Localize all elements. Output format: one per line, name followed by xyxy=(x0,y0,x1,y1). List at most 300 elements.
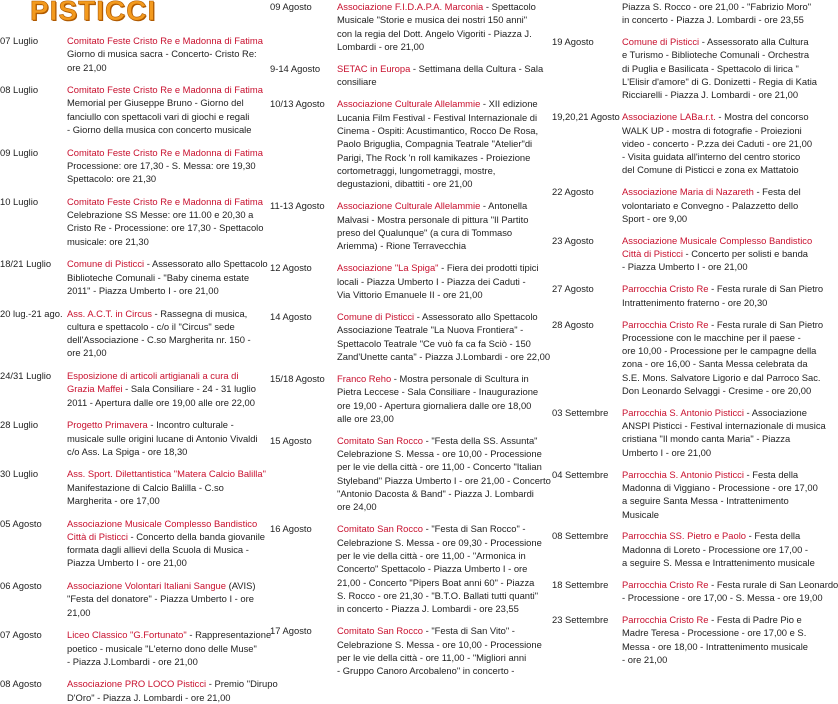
event-text: Piazza Umberto I - ore 21,00 xyxy=(67,557,187,568)
event-description xyxy=(67,467,265,507)
description-line xyxy=(622,653,800,666)
event-text: Sport - ore 9,00 xyxy=(622,213,687,224)
event-text: - Settimana della Cultura - Sala xyxy=(410,63,543,74)
description-line xyxy=(622,529,800,542)
event-text: - Gruppo Canoro Arcobaleno" in concerto - xyxy=(337,665,514,676)
event-description xyxy=(67,83,265,136)
description-line xyxy=(337,372,545,385)
event-date: 07 Luglio xyxy=(0,34,38,47)
description-line xyxy=(622,318,800,331)
description-line xyxy=(337,75,545,88)
event-text: - Antonella xyxy=(480,200,527,211)
event-entry xyxy=(0,579,265,619)
event-entry xyxy=(0,628,265,668)
description-line xyxy=(337,487,545,500)
event-date: 03 Settembre xyxy=(552,406,608,419)
event-text: Musicale xyxy=(622,509,659,520)
event-description xyxy=(67,146,265,186)
event-date: 12 Agosto xyxy=(270,261,312,274)
organizer-name: SETAC in Europa xyxy=(337,63,410,74)
description-line xyxy=(337,434,545,447)
description-line xyxy=(622,494,800,507)
description-line xyxy=(622,124,800,137)
event-date: 24/31 Luglio xyxy=(0,369,51,382)
event-date: 08 Agosto xyxy=(0,677,42,690)
event-text: Memorial per Giuseppe Bruno - Giorno del xyxy=(67,97,244,108)
event-text: - Visita guidata all'interno del centro storico xyxy=(622,151,800,162)
description-line xyxy=(622,88,800,101)
event-text: in concerto - Piazza J. Lombardi - ore 23,55 xyxy=(622,14,804,25)
event-text: - Concerto per solisti e banda xyxy=(683,248,808,259)
event-text: Spettacolo Teatrale "Ce vuò fa ca fa Sciò - 150 xyxy=(337,338,531,349)
event-entry xyxy=(0,257,265,297)
description-line xyxy=(337,651,545,664)
event-text: Associazione Teatrale "La Nuova Frontiera" - xyxy=(337,324,523,335)
description-line xyxy=(337,97,545,110)
event-description xyxy=(67,517,265,570)
description-line xyxy=(67,235,265,248)
event-entry xyxy=(0,369,265,409)
event-entry xyxy=(552,185,800,225)
event-text: cristiana "Il mondo canta Maria" - Piazza xyxy=(622,433,790,444)
event-text: ore 19,00 - Apertura giornaliera dalle ore 18,00 xyxy=(337,400,531,411)
description-line xyxy=(622,234,800,247)
description-line xyxy=(67,382,265,395)
organizer-name: Città di Pisticci xyxy=(622,248,683,259)
event-text: - ore 21,00 xyxy=(622,654,667,665)
event-description xyxy=(67,418,265,458)
page-title: PISTICCI xyxy=(30,0,156,26)
description-line xyxy=(337,399,545,412)
event-text: - "Festa della SS. Assunta" xyxy=(423,435,538,446)
event-text: Cristo Re - Processione: ore 17,30 - Spettacolo xyxy=(67,222,263,233)
event-text: - Assessorato allo Spettacolo xyxy=(144,258,268,269)
event-text: Lombardi - ore 21,00 xyxy=(337,41,424,52)
event-text: Ariemma) - Rione Terravecchia xyxy=(337,240,466,251)
description-line xyxy=(622,150,800,163)
event-entry xyxy=(0,677,265,704)
description-line xyxy=(337,589,545,602)
event-date: 30 Luglio xyxy=(0,467,38,480)
event-text: S. Rocco - ore 21,30 - "B.T.O. Ballati tutti quanti" xyxy=(337,590,538,601)
organizer-name: Comitato San Rocco xyxy=(337,435,423,446)
event-text: degustazioni, dibattiti - ore 21,00 xyxy=(337,178,473,189)
event-description xyxy=(67,579,265,619)
event-entry xyxy=(552,282,800,309)
event-date: 10/13 Agosto xyxy=(270,97,325,110)
event-text: Piazza S. Rocco - ore 21,00 - "Fabrizio Moro" xyxy=(622,1,811,12)
description-line xyxy=(622,446,800,459)
event-text: ore 21,00 xyxy=(67,62,107,73)
event-text: consiliare xyxy=(337,76,377,87)
description-line xyxy=(67,284,265,297)
event-text: e Turismo - Biblioteche Comunali - Orchestra xyxy=(622,49,809,60)
organizer-name: Associazione Culturale Allelammie xyxy=(337,98,480,109)
description-line xyxy=(337,350,545,363)
event-text: Manifestazione di Calcio Balilla - C.so xyxy=(67,482,224,493)
event-description xyxy=(67,307,265,360)
event-entry xyxy=(0,467,265,507)
description-line xyxy=(67,517,265,530)
event-date: 18/21 Luglio xyxy=(0,257,51,270)
event-text: WALK UP - mostra di fotografie - Proiezioni xyxy=(622,125,802,136)
event-text: ANSPI Pisticci - Festival internazionale di musica xyxy=(622,420,826,431)
description-line xyxy=(622,406,800,419)
event-text: 2011 - Apertura dalle ore 19,00 alle ore 22,00 xyxy=(67,397,255,408)
organizer-name: Associazione "La Spiga" xyxy=(337,262,439,273)
event-text: Lucania Film Festival - Festival Internazionale di xyxy=(337,112,537,123)
description-line xyxy=(622,75,800,88)
event-text: di Puglia e Basilicata - Spettacolo di lirica " xyxy=(622,63,799,74)
event-description xyxy=(622,468,800,521)
event-date: 08 Luglio xyxy=(0,83,38,96)
event-text: - Rassegna di musica, xyxy=(152,308,247,319)
description-line xyxy=(622,282,800,295)
event-description xyxy=(337,97,545,190)
description-line xyxy=(67,369,265,382)
organizer-name: Comitato Feste Cristo Re e Madonna di Fatima xyxy=(67,84,263,95)
event-text: per le vie della città - ore 11,00 - "Migliori anni xyxy=(337,652,526,663)
event-entry xyxy=(0,307,265,360)
description-line xyxy=(337,213,545,226)
event-text: preso del Qualunque" (a cura di Tommaso xyxy=(337,227,512,238)
event-description xyxy=(337,261,545,301)
description-line xyxy=(337,239,545,252)
event-text: fanciullo con spettacoli vari di giochi e regali xyxy=(67,111,249,122)
description-line xyxy=(337,337,545,350)
event-description xyxy=(622,234,800,274)
description-line xyxy=(622,613,800,626)
event-text: - Assessorato alla Cultura xyxy=(699,36,808,47)
description-line xyxy=(67,257,265,270)
event-entry xyxy=(270,0,545,53)
event-date: 23 Agosto xyxy=(552,234,594,247)
event-text: del Comune di Pisticci e zona ex Mattatoio xyxy=(622,164,799,175)
event-text: Umberto I - ore 21,00 xyxy=(622,447,711,458)
description-line xyxy=(67,320,265,333)
event-text: - Piazza Umberto I - ore 21,00 xyxy=(622,261,748,272)
event-date: 08 Settembre xyxy=(552,529,608,542)
description-line xyxy=(337,624,545,637)
description-line xyxy=(67,467,265,480)
description-line xyxy=(67,642,265,655)
event-text: musicale sulle origini lucane di Antonio Vivaldi xyxy=(67,433,258,444)
event-text: - Mostra del concorso xyxy=(716,111,809,122)
event-text: ore 21,00 xyxy=(67,347,107,358)
description-line xyxy=(67,221,265,234)
description-line xyxy=(337,323,545,336)
organizer-name: Liceo Classico "G.Fortunato" xyxy=(67,629,187,640)
event-text: Musicale "Storie e musica dei nostri 150 anni" xyxy=(337,14,527,25)
description-line xyxy=(67,655,265,668)
event-entry xyxy=(0,517,265,570)
event-text: Margherita - ore 17,00 xyxy=(67,495,160,506)
event-description xyxy=(622,406,800,459)
event-text: formata dagli allievi della Scuola di Musica - xyxy=(67,544,249,555)
event-text: Spettacolo: ore 21,30 xyxy=(67,173,156,184)
description-line xyxy=(67,96,265,109)
description-line xyxy=(622,185,800,198)
organizer-name: Ass. Sport. Dilettantistica "Matera Calcio Balilla" xyxy=(67,468,266,479)
event-text: Parigi, The Rock 'n roll kamikazes - Proiezione xyxy=(337,152,530,163)
event-description xyxy=(622,282,800,309)
organizer-name: Associazione LABa.r.t. xyxy=(622,111,716,122)
description-line xyxy=(67,195,265,208)
description-line xyxy=(337,522,545,535)
event-date: 27 Agosto xyxy=(552,282,594,295)
event-entry xyxy=(552,234,800,274)
event-date: 17 Agosto xyxy=(270,624,312,637)
description-line xyxy=(622,163,800,176)
event-date: 14 Agosto xyxy=(270,310,312,323)
event-description xyxy=(67,628,265,668)
event-text: Madonna di Loreto - Processione ore 17,00 - xyxy=(622,544,808,555)
event-date: 19,20,21 Agosto xyxy=(552,110,620,123)
description-line xyxy=(337,474,545,487)
event-date: 28 Agosto xyxy=(552,318,594,331)
event-entry xyxy=(270,199,545,252)
description-line xyxy=(67,47,265,60)
event-entry xyxy=(270,522,545,615)
description-line xyxy=(337,576,545,589)
organizer-name: Associazione F.I.D.A.P.A. Marconia xyxy=(337,1,483,12)
organizer-name: Comune di Pisticci xyxy=(337,311,414,322)
description-line xyxy=(622,578,800,591)
event-description xyxy=(337,624,545,677)
event-description xyxy=(67,677,265,704)
organizer-name: Progetto Primavera xyxy=(67,419,148,430)
event-text: zona - ore 16,00 - Santa Messa celebrata da xyxy=(622,358,808,369)
event-description xyxy=(622,110,800,176)
event-text: Cinema - Ospiti: Acustimantico, Rocco De Rosa, xyxy=(337,125,538,136)
description-line xyxy=(337,447,545,460)
event-text: a seguire S. Messa e Intrattenimento musicale xyxy=(622,557,815,568)
event-text: Giorno di musica sacra - Concerto- Cristo Re: xyxy=(67,48,257,59)
description-line xyxy=(337,310,545,323)
event-text: - Piazza J.Lombardi - ore 21,00 xyxy=(67,656,198,667)
event-text: Celebrazione S. Messa - ore 10,00 - Processione xyxy=(337,639,542,650)
description-line xyxy=(337,664,545,677)
organizer-name: Città di Pisticci xyxy=(67,531,128,542)
event-text: Ricciarelli - Piazza J. Lombardi - ore 21,00 xyxy=(622,89,798,100)
program-column-3 xyxy=(552,0,800,666)
description-line xyxy=(622,296,800,309)
event-text: L'Elisir d'amore" di G. Donizetti - Regia di Katia xyxy=(622,76,817,87)
event-date: 11-13 Agosto xyxy=(270,199,325,212)
event-entry xyxy=(0,195,265,248)
description-line xyxy=(67,83,265,96)
event-description xyxy=(337,310,545,363)
description-line xyxy=(622,640,800,653)
description-line xyxy=(337,13,545,26)
description-line xyxy=(622,468,800,481)
description-line xyxy=(337,549,545,562)
description-line xyxy=(337,562,545,575)
description-line xyxy=(622,260,800,273)
event-text: - Incontro culturale - xyxy=(148,419,234,430)
description-line xyxy=(337,602,545,615)
event-entry xyxy=(270,62,545,89)
description-line xyxy=(622,0,800,13)
organizer-name: Associazione Musicale Complesso Bandistico xyxy=(622,235,812,246)
event-text: poetico - musicale "L'eterno dono delle Muse" xyxy=(67,643,257,654)
description-line xyxy=(337,275,545,288)
event-entry xyxy=(270,624,545,677)
event-text: - Rappresentazione xyxy=(187,629,271,640)
event-text: Processione con le macchine per il paese - xyxy=(622,332,801,343)
event-text: Concerto" Spettacolo - Piazza Umberto I - ore xyxy=(337,563,527,574)
event-text: - Giorno della musica con concerto musicale xyxy=(67,124,251,135)
description-line xyxy=(337,536,545,549)
organizer-name: Franco Reho xyxy=(337,373,391,384)
event-text: - Festa rurale di San Pietro xyxy=(709,283,824,294)
description-line xyxy=(622,357,800,370)
description-line xyxy=(337,111,545,124)
event-entry xyxy=(552,529,800,569)
event-entry xyxy=(552,468,800,521)
description-line xyxy=(67,677,265,690)
description-line xyxy=(622,13,800,26)
event-description xyxy=(337,434,545,514)
organizer-name: Parrocchia Cristo Re xyxy=(622,614,709,625)
description-line xyxy=(67,159,265,172)
description-line xyxy=(67,172,265,185)
event-entry xyxy=(270,434,545,514)
event-date: 9-14 Agosto xyxy=(270,62,320,75)
description-line xyxy=(67,307,265,320)
event-text: Pietra Leccese - Sala Consiliare - Inaugurazione xyxy=(337,386,538,397)
event-date: 16 Agosto xyxy=(270,522,312,535)
organizer-name: Parrocchia Cristo Re xyxy=(622,579,709,590)
event-entry xyxy=(0,418,265,458)
event-description xyxy=(622,318,800,398)
event-text: Styleband" Piazza Umberto I - ore 21,00 - Concerto xyxy=(337,475,551,486)
event-text: Malvasi - Mostra personale di pittura "Il Partito xyxy=(337,214,528,225)
event-text: - Spettacolo xyxy=(483,1,536,12)
event-text: alle ore 23,00 xyxy=(337,413,394,424)
organizer-name: Parrocchia SS. Pietro e Paolo xyxy=(622,530,746,541)
organizer-name: Parrocchia Cristo Re xyxy=(622,319,709,330)
event-text: - Premio "Dirupo xyxy=(206,678,278,689)
description-line xyxy=(622,432,800,445)
event-description xyxy=(67,195,265,248)
event-description xyxy=(337,199,545,252)
event-entry xyxy=(552,406,800,459)
event-text: con la regia del Dott. Angelo Vigoriti - Piazza J. xyxy=(337,28,532,39)
event-date: 15/18 Agosto xyxy=(270,372,325,385)
organizer-name: Comitato Feste Cristo Re e Madonna di Fatima xyxy=(67,147,263,158)
event-entry xyxy=(0,83,265,136)
event-description xyxy=(337,62,545,89)
event-date: 23 Settembre xyxy=(552,613,608,626)
event-date: 19 Agosto xyxy=(552,35,594,48)
description-line xyxy=(67,432,265,445)
event-text: per le vie della città - ore 11,00 - Concerto "Italian xyxy=(337,461,542,472)
event-description xyxy=(622,35,800,101)
event-text: "Festa del donatore" - Piazza Umberto I - ore xyxy=(67,593,254,604)
event-text: - Mostra personale di Scultura in xyxy=(391,373,529,384)
event-entry xyxy=(552,578,800,605)
event-text: - Fiera dei prodotti tipici xyxy=(439,262,539,273)
description-line xyxy=(622,137,800,150)
description-line xyxy=(622,508,800,521)
description-line xyxy=(622,556,800,569)
description-line xyxy=(622,371,800,384)
description-line xyxy=(67,543,265,556)
event-text: video - concerto - P.zza dei Caduti - ore 21,00 xyxy=(622,138,812,149)
event-text: - Festa della xyxy=(744,469,798,480)
event-date: 18 Settembre xyxy=(552,578,608,591)
event-date: 04 Settembre xyxy=(552,468,608,481)
event-description xyxy=(337,0,545,53)
event-text: Messa - ore 18,00 - Intrattenimento musicale xyxy=(622,641,808,652)
organizer-name: Comitato San Rocco xyxy=(337,625,423,636)
description-line xyxy=(67,530,265,543)
description-line xyxy=(337,460,545,473)
event-text: - "Festa di San Rocco" - xyxy=(423,523,526,534)
description-line xyxy=(337,40,545,53)
event-text: Madre Teresa - Processione - ore 17,00 e S. xyxy=(622,627,806,638)
event-text: ore 24,00 xyxy=(337,501,377,512)
event-entry xyxy=(552,318,800,398)
description-line xyxy=(622,110,800,123)
event-text: - Festa della xyxy=(746,530,800,541)
description-line xyxy=(337,124,545,137)
event-description xyxy=(622,185,800,225)
organizer-name: Grazia Maffei xyxy=(67,383,123,394)
description-line xyxy=(622,199,800,212)
event-description xyxy=(337,372,545,425)
event-description xyxy=(622,613,800,666)
event-text: per le vie della città - ore 11,00 - "Armonica in xyxy=(337,550,526,561)
description-line xyxy=(337,385,545,398)
description-line xyxy=(337,177,545,190)
event-text: - Festa rurale di San Pietro xyxy=(709,319,824,330)
event-text: c/o Ass. La Spiga - ore 18,30 xyxy=(67,446,187,457)
description-line xyxy=(622,331,800,344)
event-text: - Festa rurale di San Leonardo xyxy=(709,579,838,590)
description-line xyxy=(622,48,800,61)
event-text: 21,00 xyxy=(67,607,90,618)
description-line xyxy=(337,137,545,150)
event-text: musicale: ore 21,30 xyxy=(67,236,149,247)
description-line xyxy=(67,61,265,74)
organizer-name: Comune di Pisticci xyxy=(67,258,144,269)
event-text: volontariato e Convegno - Palazzetto dello xyxy=(622,200,798,211)
description-line xyxy=(622,247,800,260)
event-text: 21,00 - Concerto "Pipers Boat anni 60" - Piazza xyxy=(337,577,534,588)
program-column-1 xyxy=(0,34,265,704)
event-text: - Processione - ore 17,00 - S. Messa - ore 19,00 xyxy=(622,592,823,603)
description-line xyxy=(67,146,265,159)
description-line xyxy=(337,151,545,164)
description-line xyxy=(337,164,545,177)
description-line xyxy=(67,396,265,409)
event-text: dell'Associazione - C.so Margherita nr. 150 - xyxy=(67,334,251,345)
event-description xyxy=(67,34,265,74)
event-text: Madonna di Viggiano - Processione - ore 17,00 xyxy=(622,482,818,493)
organizer-name: Parrocchia S. Antonio Pisticci xyxy=(622,469,744,480)
description-line xyxy=(67,628,265,641)
event-entry xyxy=(270,372,545,425)
description-line xyxy=(67,445,265,458)
event-text: Celebrazione S. Messa - ore 09,30 - Processione xyxy=(337,537,542,548)
event-entry xyxy=(552,613,800,666)
description-line xyxy=(622,543,800,556)
organizer-name: Comune di Pisticci xyxy=(622,36,699,47)
description-line xyxy=(67,110,265,123)
event-entry xyxy=(270,97,545,190)
